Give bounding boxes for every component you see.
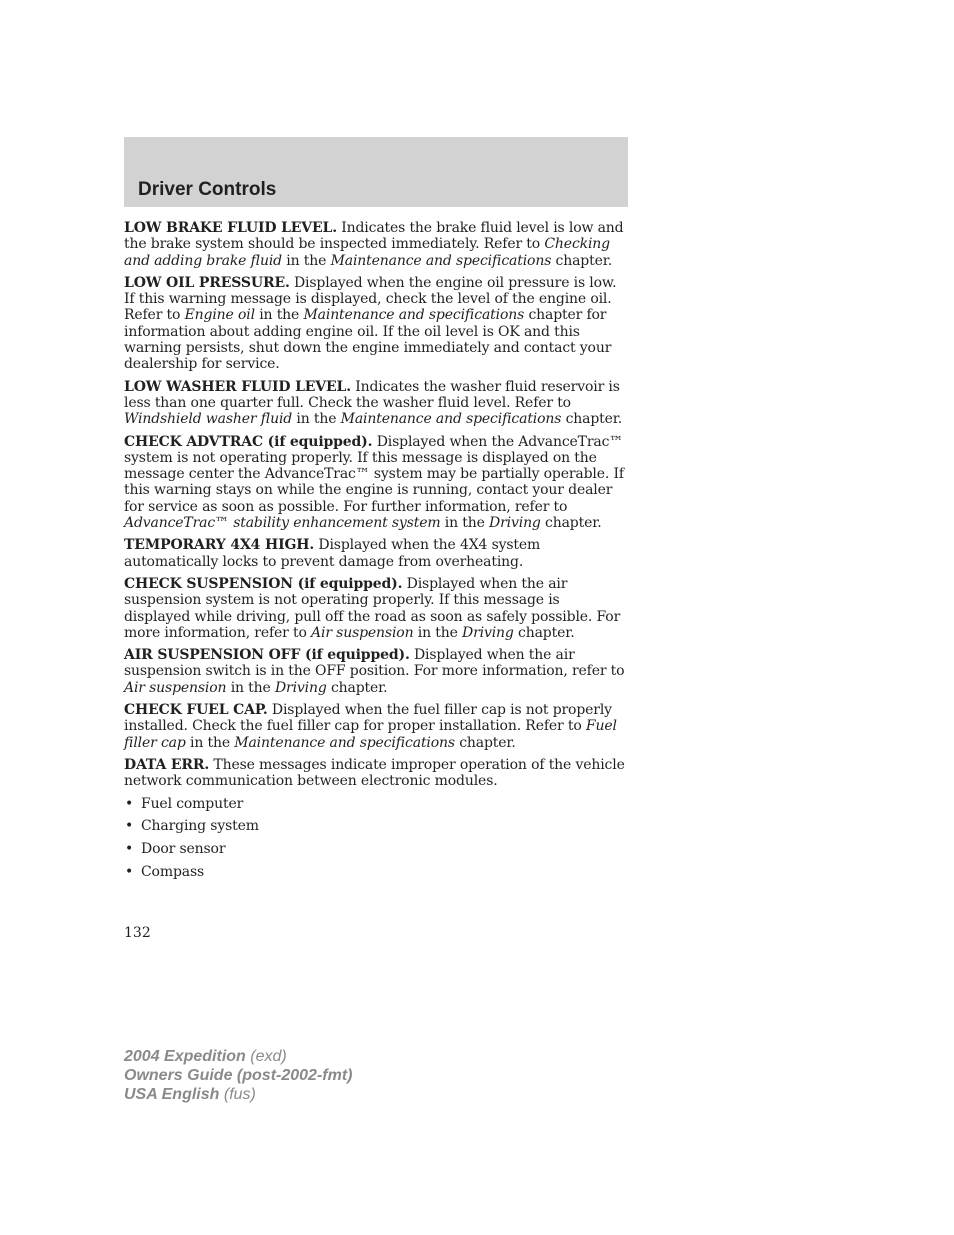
list-item-label: Compass	[141, 863, 205, 880]
message-entry	[124, 702, 628, 751]
list-item	[124, 796, 628, 812]
cross-reference: Maintenance and specifications	[330, 252, 552, 269]
footer-language: USA English	[124, 1086, 220, 1103]
footer-model-code: (exd)	[250, 1048, 287, 1065]
message-text: chapter.	[326, 679, 388, 696]
list-item-label: Door sensor	[141, 841, 226, 858]
bullet-icon: •	[125, 795, 134, 812]
cross-reference: Fuel filler cap	[124, 718, 617, 751]
message-text: Displayed when the air suspension switch is in the OFF position. For more information, refer to	[124, 647, 625, 680]
cross-reference: AdvanceTrac™ stability enhancement system	[124, 515, 441, 532]
footer-line-language	[124, 1085, 352, 1104]
list-item	[124, 864, 628, 880]
message-text: Indicates the brake fluid level is low and the brake system should be inspected immediately. Refer to	[124, 220, 624, 253]
list-item-label: Fuel computer	[141, 795, 244, 812]
message-text: in the	[292, 411, 341, 428]
cross-reference: Engine oil	[184, 307, 255, 324]
message-text: Displayed when the AdvanceTrac™ system is not operating properly. If this message is displayed on the message center the AdvanceTrac™ system may be partially operable. If this warning stays on while the engine is running, contact your dealer for service as soon as possible. For further information, refer to	[124, 433, 624, 515]
cross-reference: Driving	[274, 679, 327, 696]
cross-reference: Windshield washer fluid	[124, 411, 293, 428]
list-item	[124, 818, 628, 834]
message-text: chapter.	[540, 515, 602, 532]
cross-reference: Maintenance and specifications	[340, 411, 562, 428]
message-term: LOW WASHER FLUID LEVEL.	[124, 378, 351, 395]
message-entry	[124, 379, 628, 428]
footer-language-code: (fus)	[223, 1086, 256, 1103]
message-term: DATA ERR.	[124, 756, 210, 773]
message-text: in the	[254, 307, 304, 324]
message-list	[124, 220, 628, 790]
message-text: chapter.	[454, 734, 516, 751]
cross-reference: Maintenance and specifications	[234, 734, 455, 751]
cross-reference: Air suspension	[311, 624, 414, 641]
message-text: chapter.	[513, 624, 575, 641]
message-text: chapter for information about adding engine oil. If the oil level is OK and this warning persists, shut down the engine immediately and contact your dealership for service.	[124, 307, 612, 373]
message-text: in the	[282, 252, 331, 269]
message-text: chapter.	[551, 252, 613, 269]
module-list	[124, 796, 628, 881]
cross-reference: Maintenance and specifications	[303, 307, 525, 324]
message-text: Displayed when the fuel filler cap is not properly installed. Check the fuel filler cap for proper installation. Refer to	[124, 702, 612, 735]
message-entry	[124, 647, 628, 696]
message-entry	[124, 757, 628, 790]
message-text: in the	[413, 624, 463, 641]
list-item	[124, 841, 628, 857]
message-term: CHECK ADVTRAC (if equipped).	[124, 433, 373, 450]
message-text: in the	[440, 515, 490, 532]
message-entry	[124, 537, 628, 570]
footer-line-guide	[124, 1066, 352, 1085]
cross-reference: Checking and adding brake fluid	[124, 236, 610, 269]
section-title: Driver Controls	[138, 179, 277, 200]
message-entry	[124, 275, 628, 373]
section-header	[124, 137, 628, 207]
message-term: LOW OIL PRESSURE.	[124, 274, 290, 291]
message-term: LOW BRAKE FLUID LEVEL.	[124, 220, 337, 236]
message-term: CHECK SUSPENSION (if equipped).	[124, 575, 403, 592]
message-text: Displayed when the 4X4 system automatically locks to prevent damage from overheating.	[124, 537, 541, 570]
document-footer	[124, 1047, 352, 1104]
main-content	[124, 220, 628, 887]
footer-model: 2004 Expedition	[124, 1048, 246, 1065]
message-term: CHECK FUEL CAP.	[124, 702, 268, 719]
bullet-icon: •	[125, 841, 134, 858]
message-text: Displayed when the engine oil pressure is low. If this warning message is displayed, check the level of the engine oil. Refer to	[124, 274, 617, 324]
message-entry	[124, 220, 628, 269]
message-text: chapter.	[561, 411, 623, 428]
bullet-icon: •	[125, 818, 134, 835]
cross-reference: Driving	[489, 515, 541, 532]
bullet-icon: •	[125, 863, 134, 880]
cross-reference: Driving	[462, 624, 514, 641]
message-text: These messages indicate improper operation of the vehicle network communication between electronic modules.	[124, 756, 625, 790]
message-text: Indicates the washer fluid reservoir is less than one quarter full. Check the washer fluid level. Refer to	[124, 378, 620, 411]
message-text: in the	[226, 679, 275, 696]
page-number: 132	[124, 925, 151, 941]
message-text: in the	[185, 734, 235, 751]
footer-guide: Owners Guide (post-2002-fmt)	[124, 1067, 353, 1084]
message-term: AIR SUSPENSION OFF (if equipped).	[124, 647, 410, 664]
list-item-label: Charging system	[141, 818, 259, 835]
cross-reference: Air suspension	[124, 679, 227, 696]
message-entry	[124, 434, 628, 532]
message-entry	[124, 576, 628, 641]
message-text: Displayed when the air suspension system is not operating properly. If this message is displayed while driving, pull off the road as soon as safely possible. For more information, refer to	[124, 575, 621, 641]
message-term: TEMPORARY 4X4 HIGH.	[124, 537, 315, 554]
footer-line-model	[124, 1047, 352, 1066]
